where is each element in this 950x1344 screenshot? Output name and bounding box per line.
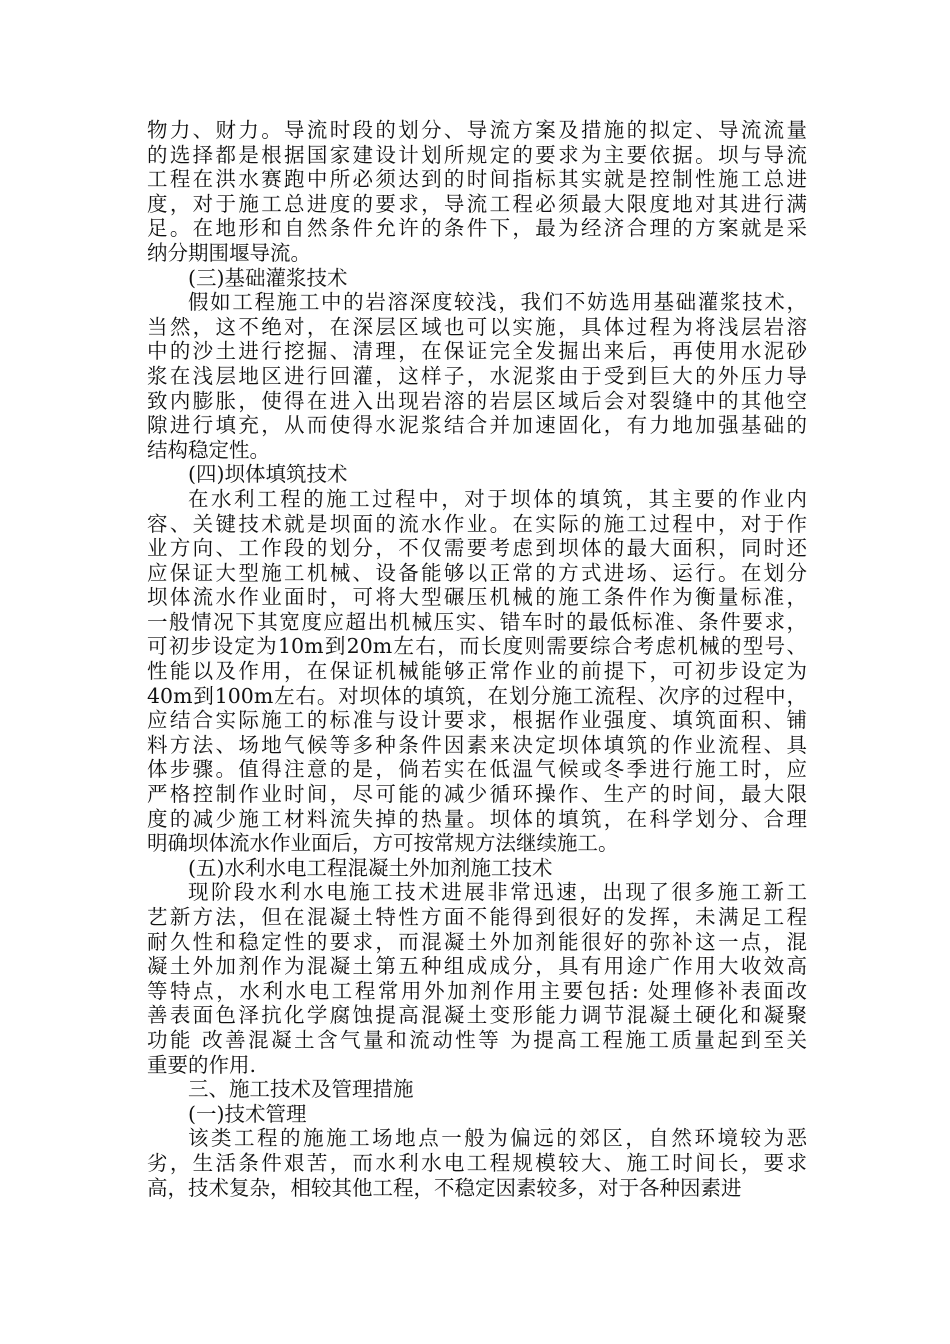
text-line: 的选择都是根据国家建设计划所规定的要求为主要依据。坝与导流 bbox=[147, 142, 807, 167]
text-line: 纳分期围堰导流。 bbox=[147, 240, 311, 265]
text-line: (四)坝体填筑技术 bbox=[188, 462, 348, 487]
text-line: 当然，这不绝对，在深层区域也可以实施，具体过程为将浅层岩溶 bbox=[147, 314, 807, 339]
text-line: 凝土外加剂作为混凝土第五种组成成分，具有用途广作用大收效高 bbox=[147, 954, 807, 979]
text-line: 高，技术复杂，相较其他工程，不稳定因素较多，对于各种因素进 bbox=[147, 1175, 742, 1200]
section-heading bbox=[147, 462, 807, 487]
text-line: 现阶段水利水电施工技术进展非常迅速，出现了很多施工新工 bbox=[188, 880, 807, 905]
text-line: 容、关键技术就是坝面的流水作业。在实际的施工过程中，对于作 bbox=[147, 511, 807, 536]
section-heading bbox=[147, 266, 807, 291]
text-line: 业方向、工作段的划分，不仅需要考虑到坝体的最大面积，同时还 bbox=[147, 536, 807, 561]
text-line: 度的减少施工材料流失掉的热量。坝体的填筑，在科学划分、合理 bbox=[147, 806, 807, 831]
body-paragraph bbox=[147, 487, 807, 856]
body-paragraph bbox=[147, 1126, 807, 1200]
text-line: 性能以及作用，在保证机械能够正常作业的前提下，可初步设定为 bbox=[147, 659, 807, 684]
body-paragraph bbox=[147, 290, 807, 462]
text-line: 致内膨胀，使得在进入出现岩溶的岩层区域后会对裂缝中的其他空 bbox=[147, 388, 807, 413]
text-line: (一)技术管理 bbox=[188, 1101, 307, 1126]
text-line: 可初步设定为10m到20m左右，而长度则需要综合考虑机械的型号、 bbox=[147, 634, 807, 659]
text-line: 应结合实际施工的标准与设计要求，根据作业强度、填筑面积、铺 bbox=[147, 708, 807, 733]
section-heading bbox=[147, 856, 807, 881]
text-line: 在水利工程的施工过程中，对于坝体的填筑，其主要的作业内 bbox=[188, 486, 807, 511]
text-line: 应保证大型施工机械、设备能够以正常的方式进场、运行。在划分 bbox=[147, 560, 807, 585]
text-line: 工程在洪水赛跑中所必须达到的时间指标其实就是控制性施工总进 bbox=[147, 167, 807, 192]
text-line: 明确坝体流水作业面后，方可按常规方法继续施工。 bbox=[147, 831, 619, 856]
text-line: 该类工程的施施工场地点一般为偏远的郊区，自然环境较为恶 bbox=[188, 1126, 807, 1151]
body-paragraph bbox=[147, 880, 807, 1077]
text-line: 严格控制作业时间，尽可能的减少循环操作、生产的时间，最大限 bbox=[147, 782, 807, 807]
document-page bbox=[147, 118, 807, 1200]
text-line: (五)水利水电工程混凝土外加剂施工技术 bbox=[188, 855, 553, 880]
text-line: 物力、财力。导流时段的划分、导流方案及措施的拟定、导流流量 bbox=[147, 118, 807, 142]
text-line: 度，对于施工总进度的要求，导流工程必须最大限度地对其进行满 bbox=[147, 191, 807, 216]
text-line: 一般情况下其宽度应超出机械压实、错车时的最低标准、条件要求， bbox=[147, 609, 807, 634]
text-line: 重要的作用. bbox=[147, 1052, 257, 1077]
text-line: 中的沙土进行挖掘、清理，在保证完全发掘出来后，再使用水泥砂 bbox=[147, 339, 807, 364]
text-line: 40m到100m左右。对坝体的填筑，在划分施工流程、次序的过程中， bbox=[147, 683, 807, 708]
text-line: 结构稳定性。 bbox=[147, 437, 270, 462]
text-line: 三、施工技术及管理措施 bbox=[188, 1077, 414, 1102]
text-line: 功能 改善混凝土含气量和流动性等 为提高工程施工质量起到至关 bbox=[147, 1027, 807, 1052]
text-line: 假如工程施工中的岩溶深度较浅，我们不妨选用基础灌浆技术， bbox=[188, 290, 807, 315]
text-line: 坝体流水作业面时，可将大型碾压机械的施工条件作为衡量标准， bbox=[147, 585, 807, 610]
text-line: 浆在浅层地区进行回灌，这样子，水泥浆由于受到巨大的外压力导 bbox=[147, 363, 807, 388]
text-line: 耐久性和稳定性的要求，而混凝土外加剂能很好的弥补这一点，混 bbox=[147, 929, 807, 954]
body-paragraph bbox=[147, 118, 807, 266]
text-line: 体步骤。值得注意的是，倘若实在低温气候或冬季进行施工时，应 bbox=[147, 757, 807, 782]
text-line: 隙进行填充，从而使得水泥浆结合并加速固化，有力地加强基础的 bbox=[147, 413, 807, 438]
section-heading bbox=[147, 1102, 807, 1127]
text-line: 等特点，水利水电工程常用外加剂作用主要包括: 处理修补表面改 bbox=[147, 978, 807, 1003]
text-line: 足。在地形和自然条件允许的条件下，最为经济合理的方案就是采 bbox=[147, 216, 807, 241]
section-heading bbox=[147, 1077, 807, 1102]
text-line: 劣，生活条件艰苦，而水利水电工程规模较大、施工时间长，要求 bbox=[147, 1150, 807, 1175]
text-line: 料方法、场地气候等多种条件因素来决定坝体填筑的作业流程、具 bbox=[147, 732, 807, 757]
text-line: 善表面色泽抗化学腐蚀提高混凝土变形能力调节混凝土硬化和凝聚 bbox=[147, 1003, 807, 1028]
text-line: (三)基础灌浆技术 bbox=[188, 265, 348, 290]
text-line: 艺新方法，但在混凝土特性方面不能得到很好的发挥，未满足工程 bbox=[147, 905, 807, 929]
